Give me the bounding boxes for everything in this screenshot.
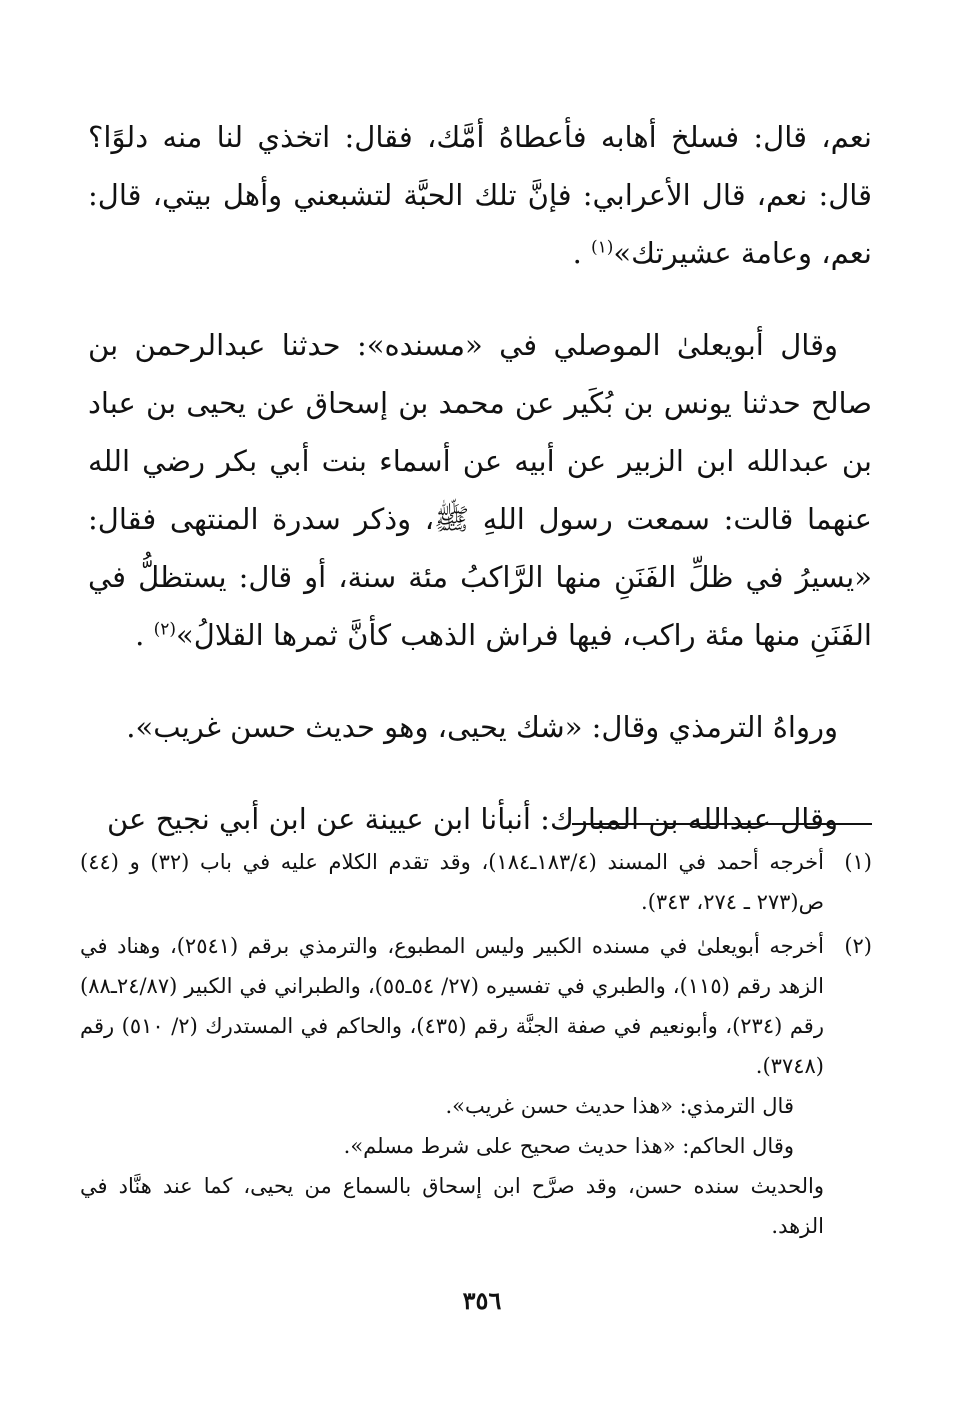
footnote-1-text: أخرجه أحمد في المسند (١٨٣/٤ـ١٨٤)، وقد تقدم الكلام عليه في باب (٣٢) و (٤٤) ص(٢٧٣ ـ ٢٧٤، ٣٤٣). [80,850,824,914]
main-text [88,108,872,848]
paragraph-2-end: . [135,618,145,652]
page-number: ٣٥٦ [462,1286,502,1315]
footnote-2-text: أخرجه أبويعلىٰ في مسنده الكبير وليس المطبوع، والترمذي برقم (٢٥٤١)، وهناد في الزهد رقم (١١٥)، والطبري في تفسيره (٢٧/ ٥٤ـ٥٥)، والطبراني في الكبير (٢٤/٨٧ـ٨٨) رقم (٢٣٤)، وأبونعيم في صفة الجنَّة رقم (٤٣٥)، والحاكم في المستدرك (٢/ ٥١٠) رقم (٣٧٤٨). [80,934,824,1078]
footnote-2-number: (٢) [844,934,872,958]
footnote-ref-2: (٢) [153,619,176,640]
footnote-2-hakim: وقال الحاكم: «هذا حديث صحيح على شرط مسلم». [343,1134,794,1158]
footnote-1 [80,842,872,922]
footnote-1-number: (١) [844,850,872,874]
paragraph-1 [88,108,872,282]
footnote-2-grading: والحديث سنده حسن، وقد صرَّح ابن إسحاق بالسماع من يحيى، كما عند هنَّاد في الزهد. [80,1174,824,1238]
paragraph-1-text: نعم، قال: فسلخ أهابه فأعطاهُ أمَّك، فقال: اتخذي لنا منه دلوًا؟ قال: نعم، قال الأعرابي: فإنَّ تلك الحبَّة لتشبعني وأهل بيتي، قال: نعم، وعامة عشيرتك» [88,120,872,270]
footnotes [80,842,872,1250]
paragraph-1-end: . [572,236,582,270]
paragraph-4: وقال عبدالله بن المبارك: أنبأنا ابن عيينة عن ابن أبي نجيح عن [106,802,838,836]
paragraph-2 [88,316,872,664]
footnote-2-tirmidhi: قال الترمذي: «هذا حديث حسن غريب». [445,1094,794,1118]
footnote-separator [572,823,872,825]
footnote-2 [80,926,872,1246]
footnote-ref-1: (١) [591,237,614,258]
paragraph-3: ورواهُ الترمذي وقال: «شك يحيى، وهو حديث حسن غريب». [126,710,838,744]
paragraph-2-text: وقال أبويعلىٰ الموصلي في «مسنده»: حدثنا عبدالرحمن بن صالح حدثنا يونس بن بُكَير عن محمد بن إسحاق عن يحيى بن عباد بن عبدالله ابن الزبير عن أبيه عن أسماء بنت أبي بكر رضي الله عنهما قالت: سمعت رسول اللهِ ﷺ، وذكر سدرة المنتهى فقال: «يسيرُ في ظلِّ الفَنَنِ منها الرَّاكبُ مئة سنة، أو قال: يستظلُّ في الفَنَنِ منها مئة راكب، فيها فراش الذهب كأنَّ ثمرها القلالُ» [88,328,872,652]
